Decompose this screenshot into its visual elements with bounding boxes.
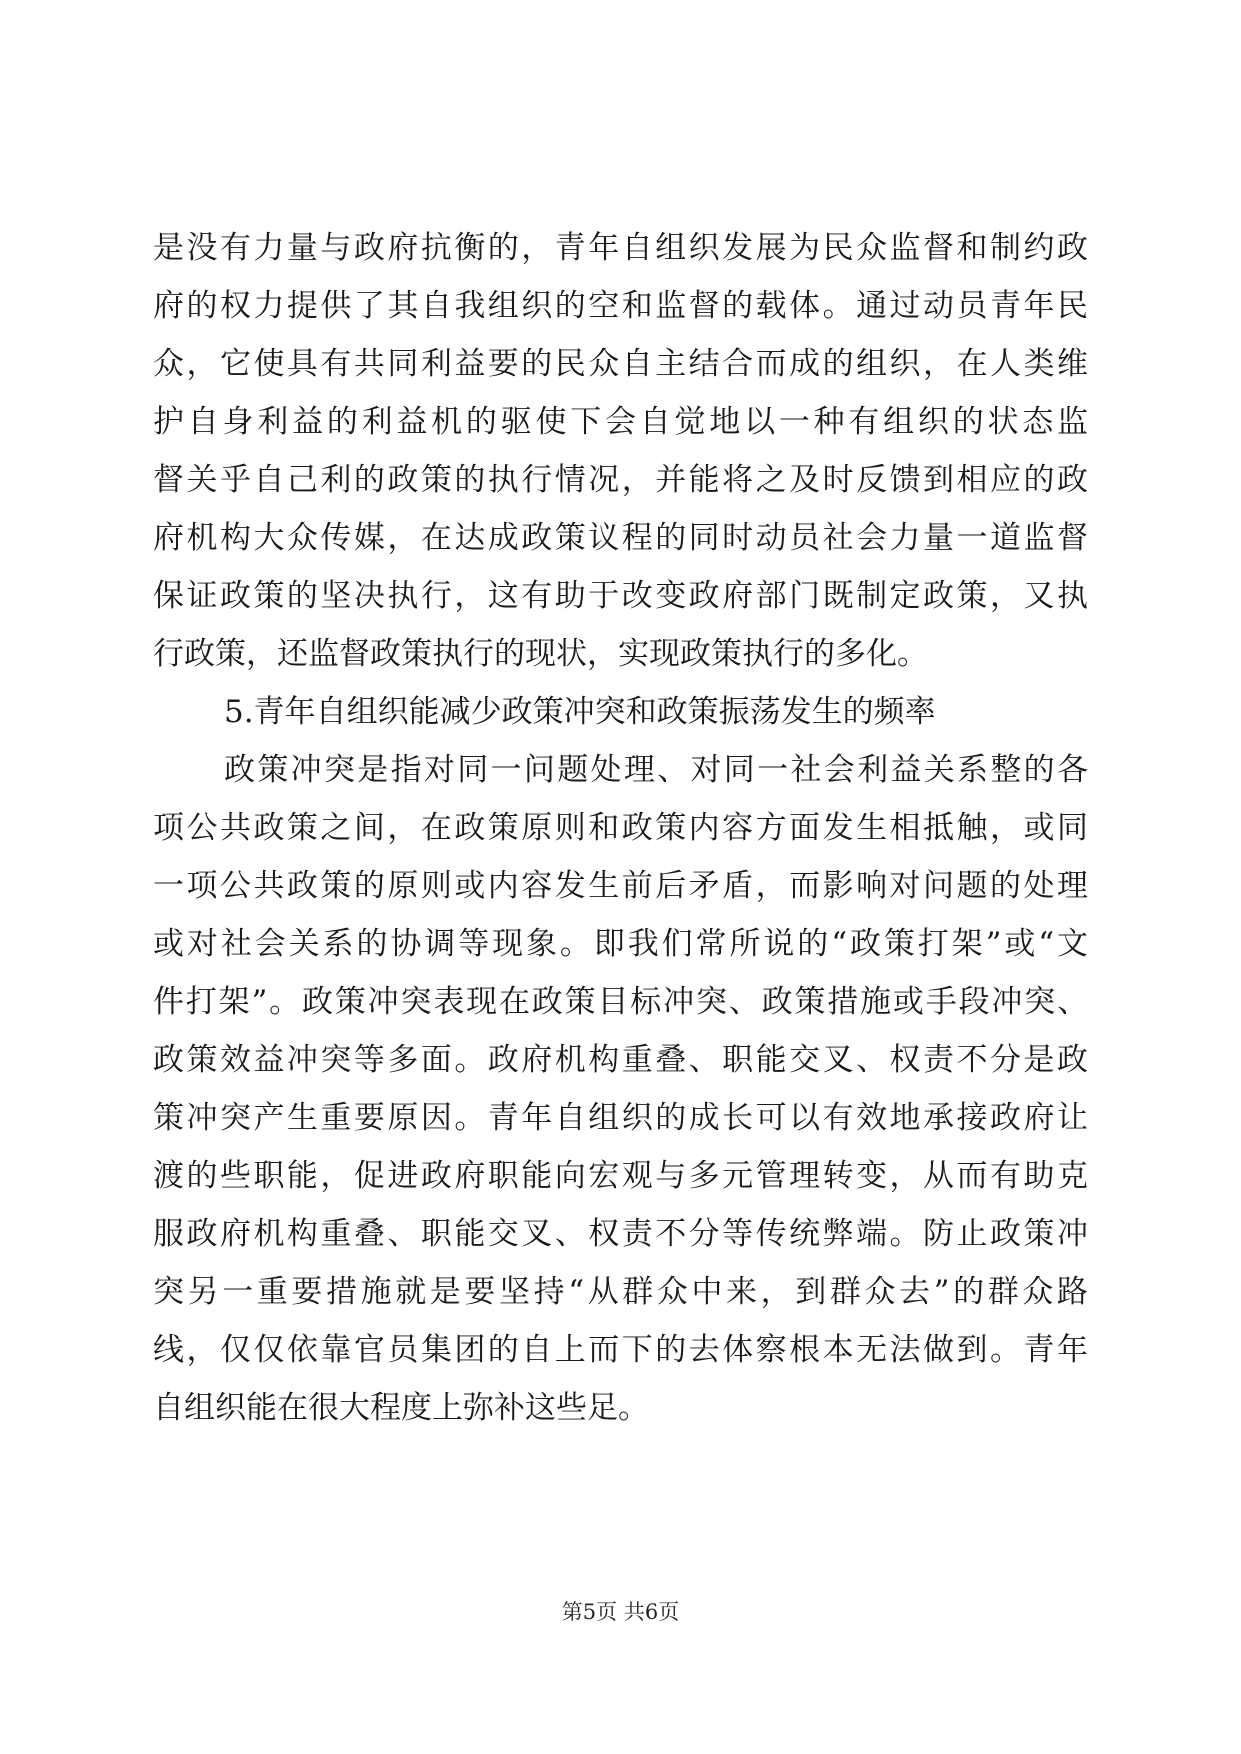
body-line [0,1214,1241,1254]
line-text: 府机构大众传媒，在达成政策议程的同时动员社会力量一道监督 [153,520,1091,556]
body-line [0,924,1241,964]
body-line [0,1156,1241,1196]
line-text: 一项公共政策的原则或内容发生前后矛盾，而影响对问题的处理 [153,868,1091,904]
line-text: 政策冲突是指对同一问题处理、对同一社会利益关系整的各 [224,752,1091,788]
line-text: 是没有力量与政府抗衡的，青年自组织发展为民众监督和制约政 [153,230,1091,266]
body-line [0,634,1241,674]
line-text: 督关乎自己利的政策的执行情况，并能将之及时反馈到相应的政 [153,462,1091,498]
body-line [0,750,1241,790]
body-line [0,982,1241,1022]
line-text: 线，仅仅依靠官员集团的自上而下的去体察根本无法做到。青年 [153,1332,1091,1368]
body-line [0,402,1241,442]
line-text: 策冲突产生重要原因。青年自组织的成长可以有效地承接政府让 [153,1100,1091,1136]
line-text: 众，它使具有共同利益要的民众自主结合而成的组织，在人类维 [153,346,1091,382]
section-heading [0,692,1241,732]
body-line [0,518,1241,558]
body-line [0,1040,1241,1080]
line-text: 件打架”。政策冲突表现在政策目标冲突、政策措施或手段冲突、 [153,984,1090,1020]
body-line [0,1330,1241,1370]
body-line [0,228,1241,268]
body-line [0,808,1241,848]
line-text: 突另一重要措施就是要坚持“从群众中来，到群众去”的群众路 [153,1274,1092,1310]
body-line [0,460,1241,500]
line-text: 护自身利益的利益机的驱使下会自觉地以一种有组织的状态监 [153,404,1092,440]
line-text: 保证政策的坚决执行，这有助于改变政府部门既制定政策，又执 [153,578,1091,614]
line-text: 自组织能在很大程度上弥补这些足。 [153,1390,649,1426]
heading-text: 5.青年自组织能减少政策冲突和政策振荡发生的频率 [224,694,936,730]
line-text: 或对社会关系的协调等现象。即我们常所说的“政策打架”或“文 [153,926,1091,962]
line-text: 服政府机构重叠、职能交叉、权责不分等传统弊端。防止政策冲 [153,1216,1091,1252]
line-text: 项公共政策之间，在政策原则和政策内容方面发生相抵触，或同 [153,810,1091,846]
body-line [0,1098,1241,1138]
body-line [0,1272,1241,1312]
line-text: 政策效益冲突等多面。政府机构重叠、职能交叉、权责不分是政 [153,1042,1091,1078]
body-line [0,286,1241,326]
page-number-footer: 第5页 共6页 [561,1600,680,1624]
body-line [0,866,1241,906]
body-line [0,344,1241,384]
body-line [0,576,1241,616]
body-line [0,1388,1241,1428]
line-text: 府的权力提供了其自我组织的空和监督的载体。通过动员青年民 [153,288,1091,324]
line-text: 行政策，还监督政策执行的现状，实现政策执行的多化。 [153,636,928,672]
line-text: 渡的些职能，促进政府职能向宏观与多元管理转变，从而有助克 [153,1158,1091,1194]
